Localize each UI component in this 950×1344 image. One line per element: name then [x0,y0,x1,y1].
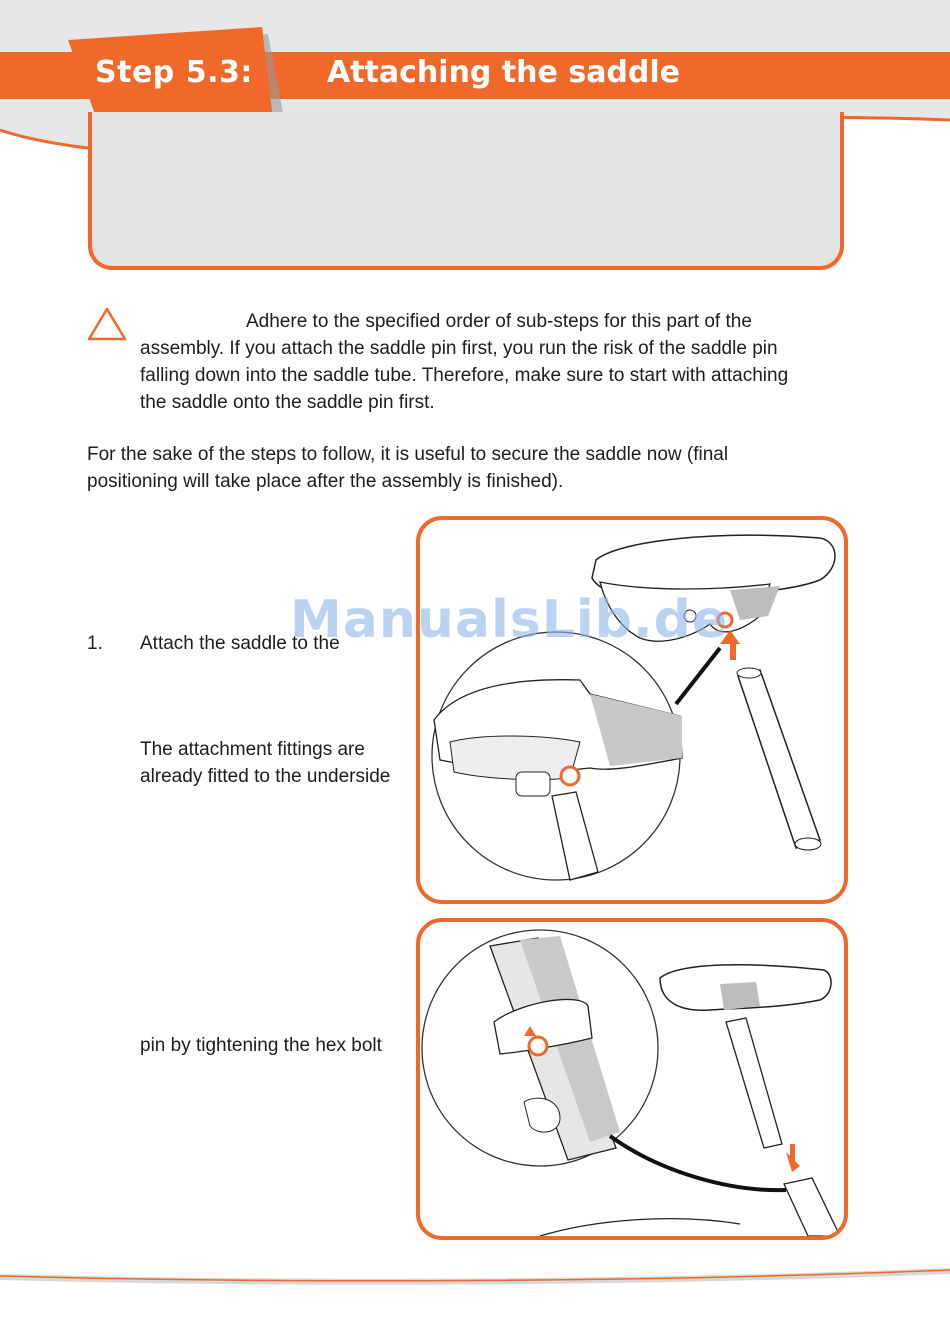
warning-triangle-icon [86,306,128,342]
illustration-panel-seatpost [416,918,848,1240]
illustration-panel-saddle [416,516,848,904]
intro-line: For the sake of the steps to follow, it is useful to secure the saddle now (final [87,444,729,465]
seatpost-illustration [420,922,844,1236]
warning-text [140,308,860,416]
warning-line: the saddle onto the saddle pin first. [140,392,435,413]
step-note-line: already fitted to the underside [140,766,391,787]
step-instruction: Attach the saddle to the [140,633,340,654]
step-note [140,736,430,790]
warning-line: assembly. If you attach the saddle pin first, you run the risk of the saddle pin [140,338,778,359]
saddle-illustration [420,520,844,900]
step-number: 1. [87,633,103,654]
watermark: ManualsLib.de [290,590,729,650]
warning-line: falling down into the saddle tube. Therefore, make sure to start with attaching [140,365,789,386]
intro-text [87,441,827,495]
step-instruction: pin by tightening the hex bolt [140,1035,382,1056]
warning-line: Adhere to the specified order of sub-steps for this part of the [246,311,752,332]
footer-swoosh [0,1262,950,1292]
page-title: Attaching the saddle [327,55,681,90]
intro-line: positioning will take place after the assembly is finished). [87,471,564,492]
step-label: Step 5.3: [95,55,253,90]
summary-panel [88,112,844,270]
step-note-line: The attachment fittings are [140,739,365,760]
